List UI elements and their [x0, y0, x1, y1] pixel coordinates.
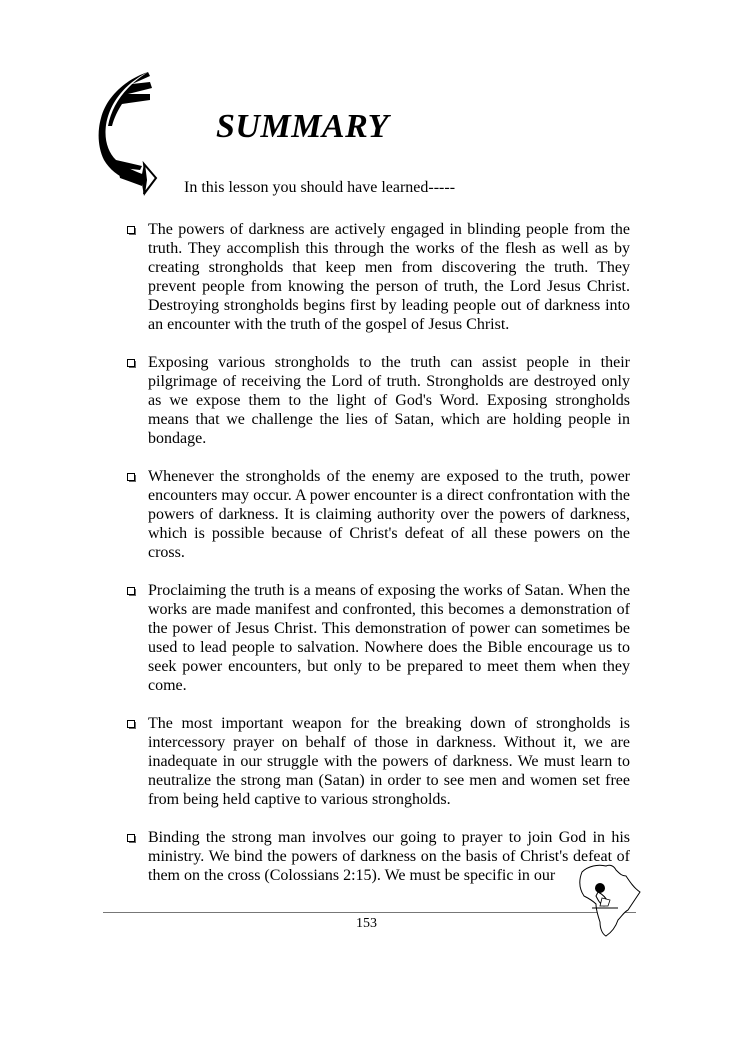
summary-item — [127, 714, 630, 809]
summary-item-text: Whenever the strongholds of the enemy are exposed to the truth, power encounters may occur. A power encounter is a direct confrontation with the powers of darkness. It is claiming authority over the powers of darkness, which is possible because of Christ's defeat of all these powers on the cross. — [148, 468, 630, 561]
summary-item — [127, 467, 630, 562]
square-bullet-icon — [127, 226, 135, 234]
summary-item-text: The most important weapon for the breaking down of strongholds is intercessory prayer on behalf of those in darkness. Without it, we are inadequate in our struggle with the powers of darkness. We must learn to neutralize the strong man (Satan) in order to see men and women set free from being held captive to various strongholds. — [148, 715, 630, 808]
curved-arrow-hands-icon — [98, 70, 176, 196]
square-bullet-icon — [127, 834, 135, 842]
summary-item — [127, 353, 630, 448]
page-title: SUMMARY — [216, 108, 389, 145]
summary-item — [127, 581, 630, 695]
africa-map-praying-person-icon — [578, 862, 642, 940]
summary-item-text: Binding the strong man involves our going to prayer to join God in his ministry. We bind the powers of darkness on the basis of Christ's defeat of them on the cross (Colossians 2:15). We must be specific in our — [148, 829, 630, 884]
square-bullet-icon — [127, 587, 135, 595]
square-bullet-icon — [127, 473, 135, 481]
summary-item — [127, 828, 630, 885]
summary-item-text: Exposing various strongholds to the truth can assist people in their pilgrimage of receiving the Lord of truth. Strongholds are destroyed only as we expose them to the light of God's Word. Exposing strongholds means that we challenge the lies of Satan, which are holding people in bondage. — [148, 354, 630, 447]
summary-item-text: The powers of darkness are actively engaged in blinding people from the truth. They accomplish this through the works of the flesh as well as by creating strongholds that keep men from discovering the truth. They prevent people from knowing the person of truth, the Lord Jesus Christ. Destroying strongholds begins first by leading people out of darkness into an encounter with the truth of the gospel of Jesus Christ. — [148, 221, 630, 333]
page-number: 153 — [356, 916, 377, 931]
summary-list — [127, 220, 630, 885]
summary-item — [127, 220, 630, 334]
footer-divider — [103, 912, 636, 913]
square-bullet-icon — [127, 359, 135, 367]
summary-item-text: Proclaiming the truth is a means of exposing the works of Satan. When the works are made manifest and confronted, this becomes a demonstration of the power of Jesus Christ. This demonstration of power can sometimes be used to lead people to salvation. Nowhere does the Bible encourage us to seek power encounters, but only to be prepared to meet them when they come. — [148, 582, 630, 694]
square-bullet-icon — [127, 720, 135, 728]
intro-text: In this lesson you should have learned----- — [184, 179, 456, 196]
